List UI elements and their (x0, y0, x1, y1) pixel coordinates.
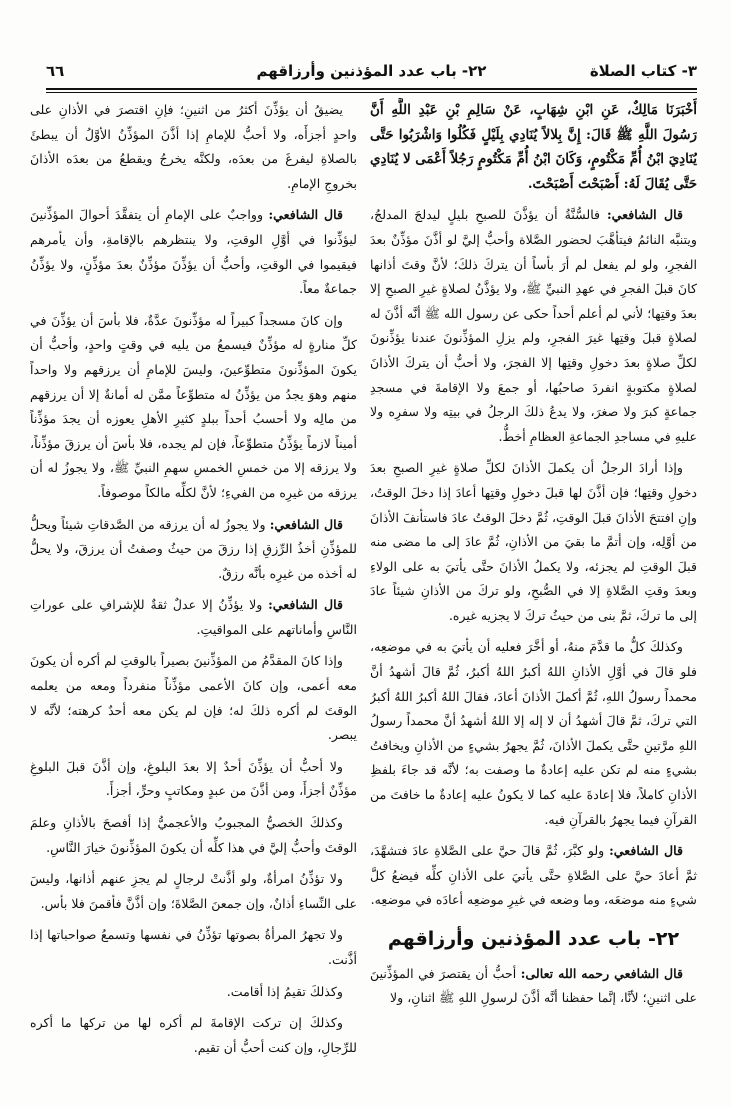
paragraph: وكذلكَ كلُّ ما قدَّمَ منهُ، أو أخَّرَ فعليه أن يأتيَ به في موضعِه، فلو قالَ في أوَّلِ الأذانِ اللهُ أكبرُ اللهُ أكبرُ، ثُمَّ قالَ أشهدُ أنَّ محمداً رسولُ اللهِ، ثُمَّ أكملَ الأذانَ أعادَ، فقالَ اللهُ أكبرُ اللهُ أكبرُ التي تركَ، ثمَّ قالَ أشهدُ أن لا إله إلا اللهُ أشهدُ أنَّ محمداً رسولُ اللهِ مرَّتينِ حتَّى يكملَ الأذانَ، ثُمَّ يجهرُ بشيءٍ من الأذانِ ويخافتُ بشيءٍ منه لم تكن عليه إعادةٌ ما وصفت به؛ لأنَّه قد جاءَ بلفظِ الأذانِ كاملاً، فلا إعادةَ عليه كما لا يكونُ عليه إعادةٌ ما خافتَ من القرآنِ فيما يجهرُ بالقرآنِ فيه. (370, 639, 697, 827)
paragraph: ولا تؤذِّنُ امرأةٌ، ولو أذَّنتْ لرجالٍ لم يجزِ عنهم أذانها، وليسَ على النِّساءِ أذانٌ، وإن جمعنَ الصَّلاةَ؛ وإن أذَّنَّ فأقمنَ فلا بأس. (30, 871, 357, 911)
running-header (46, 58, 697, 84)
speaker-label: قال الشافعي رحمه الله تعالى: (520, 965, 683, 981)
paragraph: يضيقُ أن يؤذِّنَ أكثرُ من اثنينِ؛ فإنِ اقتصرَ في الأذانِ على واحدٍ أجزأَه، ولا أحبُّ للإمامِ إذا أذَّنَ المؤذِّنُ الأوَّلُ أن يبطئَ بالصلاةِ ليفرغَ من بعدَه، ولكنَّه يخرجُ ويقطعُ من بعدَه الأذانَ بخروجِ الإمامِ. (30, 102, 357, 191)
page-number: ٦٦ (46, 62, 65, 80)
speaker-label: قال الشافعي: (268, 207, 343, 223)
paragraph: وإذا كانَ المقدَّمُ من المؤذِّنينَ بصيراً بالوقتِ لم أكره أن يكونَ معه أعمى، وإن كانَ الأعمى مؤذِّناً منفرداً ومعه من يعلمه الوقتَ لم أكره ذلكَ له؛ فإن لم يكن معه أحدٌ كرهته؛ لأنَّه لا يبصر. (30, 653, 357, 743)
header-rule-thin (46, 92, 697, 93)
header-rule (46, 88, 697, 90)
chapter-heading: ٢٢- باب عدد المؤذنين وأرزاقهم (387, 928, 680, 950)
header-chapter-title: ٢٢- باب عدد المؤذنين وأرزاقهم (256, 62, 487, 80)
paragraph-text: ولا يؤذِّنُ إلا عدلٌ ثقةٌ للإشرافِ على عوراتِ النَّاسِ وأماناتهم على المواقيتِ. (30, 597, 357, 637)
paragraph: وكذلكَ الخصيُّ المجبوبُ والأعجميُّ إذا أفصحَ بالأذانِ وعلمَ الوقتَ وأحبُّ إليَّ في هذا كلِّه أن يكونَ المؤذِّنونَ خيارَ النَّاسِ. (30, 815, 357, 855)
speaker-label: قال الشافعي: (609, 843, 683, 859)
paragraph-text: أحبُّ أن يقتصرَ في المؤذِّنينَ على اثنينِ؛ لأنَّا، إنَّما حفظنا أنَّه أذَّنَ لرسولِ اللهِ ﷺ اثنانِ، ولا (370, 965, 697, 1006)
right-column (370, 98, 697, 1098)
speaker-label: قال الشافعي: (607, 207, 683, 223)
left-column (30, 98, 357, 1098)
paragraph (30, 513, 357, 587)
paragraph: ولا أحبُّ أن يؤذِّنَ أحدٌ إلا بعدَ البلوغِ، وإن أذَّنَ قبلَ البلوغِ مؤذِّنٌ أجزأَ، ومن أذَّنَ من عبدٍ ومكاتبٍ وحرٍّ، أجزأَ. (30, 758, 357, 799)
paragraph: ولا تجهرُ المرأةُ بصوتها تؤذِّنُ في نفسها وتسمعُ صواحباتها إذا أذَّنت. (30, 927, 357, 967)
paragraph: وكذلكَ إن تركت الإقامةَ لم أكره لها من تركها ما أكره للرِّجالِ، وإن كنت أحبُّ أن تقيم. (30, 1015, 357, 1055)
paragraph-text: ولا يجوزُ له أن يرزقه من الصَّدقاتِ شيئاً ويحلُّ للمؤذِّنِ أخذُ الرِّزقِ إذا رزقَ من حيثُ وصفتُ أن يرزقَ، ولا يحلُّ له أخذه من غيرِه بأنَّه رزقٌ. (30, 516, 357, 581)
header-book-title: ٣- كتاب الصلاة (589, 62, 697, 80)
paragraph: وإن كانَ مسجداً كبيراً له مؤذِّنونَ عدَّةٌ، فلا بأسَ أن يؤذِّنَ في كلِّ منارةٍ له مؤذِّنٌ فيسمعُ من يليه في وقتٍ واحدٍ، وأحبُّ أن يكونَ المؤذِّنونَ متطوِّعينَ، وليسَ للإمامِ أن يرزقهم ولا واحداً منهم وهوَ يجدُ من يؤذِّنُ له متطوِّعاً ممَّن له أمانةٌ إلا أن يرزقهم من مالِه ولا أحسبُ أحداً ببلدٍ كثيرِ الأهلِ يعوزه أن يجدَ مؤذِّناً أميناً لازماً يؤذِّنُ متطوِّعاً، فإن لم يجده، فلا بأسَ أن يرزقَ مؤذِّناً، ولا يرزقه إلا من خمسِ الخمسِ سهمِ النبيِّ ﷺ، ولا يجوزُ له أن يرزقه من غيرِه من الفيءِ؛ لأنَّ لكلِّه مالكاً موصوفاً. (30, 312, 357, 500)
paragraph (30, 203, 357, 301)
hadith-text: أَخْبَرَنَا مَالِكٌ، عَنِ ابْنِ شِهَابٍ، عَنْ سَالِمِ بْنِ عَبْدِ اللَّهِ أَنَّ رَسُولَ اللَّهِ ﷺ قَالَ: إِنَّ بِلالاً يُنَادِي بِلَيْلٍ فَكُلُوا وَاشْرَبُوا حَتَّى يُنَادِيَ ابْنُ أُمِّ مَكْتُومٍ، وَكَانَ ابْنُ أُمِّ مَكْتُومٍ رَجُلاً أَعْمَى لا يُنَادِي حَتَّى يُقَالَ لَهُ: أَصْبَحْتَ أَصْبَحْتَ. (370, 102, 697, 192)
paragraph (370, 203, 697, 449)
speaker-label: قال الشافعي: (269, 516, 343, 532)
paragraph (30, 593, 357, 642)
paragraph (370, 962, 697, 1011)
paragraph: وإذا أرادَ الرجلُ أن يكملَ الأذانَ لكلِّ صلاةٍ غيرِ الصبحِ بعدَ دخولِ وقتِها؛ فإن أذَّنَ لها قبلَ دخولِ وقتِها أعادَ إذا دخلَ الوقتُ، وإنِ افتتحَ الأذانَ قبلَ الوقتِ، ثُمَّ دخلَ الوقتُ عادَ فاستأنفَ الأذانَ من أوَّلِه، وإن أتمَّ ما بقيَ من الأذانِ، ثُمَّ عادَ إلى ما مضى منه قبلَ الوقتِ لم يجزئه، ولا يكملُ الأذانَ حتَّى يأتيَ به على الولاءِ وبعدَ وقتِ الصَّلاةِ إلا في الصُّبحِ، ولو تركَ من الأذانِ شيئاً عادَ إلى ما تركَ، ثمَّ بنى من حيثُ تركَ لا يجزيه غيره. (370, 460, 697, 623)
paragraph-text: وواجبٌ على الإمامِ أن يتفقَّدَ أحوالَ المؤذِّنينَ ليؤذِّنوا في أوَّلِ الوقتِ، ولا ينتظرهم بالإقامةِ، وأن يأمرهم فيقيموا في الوقتِ، وأحبُّ أن يؤذِّنَ مؤذِّنٌ بعدَ مؤذِّنٍ، ولا يؤذِّنُ جماعةٌ معاً. (30, 207, 357, 297)
paragraph-text: ولو كبَّرَ، ثُمَّ قالَ حيَّ على الصَّلاةِ عادَ فتشهَّدَ، ثمَّ أعادَ حيَّ على الصَّلاةِ حتَّى يأتيَ على الأذانِ كلِّه فيضعُ كلَّ شيءٍ منه موضعَه، وما وضعه في غيرِ موضعِه أعادَه في موضعِه. (370, 843, 697, 908)
paragraph-text: فالسُّنَّةُ أن يؤذَّنَ للصبحِ بليلٍ ليدلجَ المدلجُ، ويتنبَّه النائمُ فيتأهَّبَ لحضور الصَّلاة وأحبُّ إليَّ لو أذَّنَ مؤذِّنٌ بعدَ الفجرِ، ولو لم يفعل لم أرَ بأساً أن يتركَ ذلكَ؛ لأنَّ وقتَ أذانها كانَ قبلَ الفجرِ في عهدِ النبيِّ ﷺ، ولا يؤذَّنُ لصلاةٍ غيرِ الصبحِ إلا بعدَ وقتِها؛ لأني لم أعلم أحداً حكى عن رسول الله ﷺ أنَّه أذَّنَ له لصلاةٍ قبلَ وقتِها غيرَ الفجرِ، ولم يزلِ المؤذِّنونَ عندنا يؤذِّنونَ لكلِّ صلاةٍ بعدَ دخولِ وقتِها إلا الفجرَ، ولا أحبُّ أن يتركَ الأذانَ لصلاةٍ مكتوبةٍ انفردَ صاحبُها، أو جمعَ ولا الإقامةَ في مسجدِ جماعةٍ كبرَ ولا صغرَ، ولا يدعُ ذلكَ الرجلُ في بيتِه ولا سفرِه ولا عليهِ في مساجدِ الجماعةِ العظامِ أخطُّ. (370, 207, 697, 444)
paragraph (370, 839, 697, 913)
paragraph: وكذلكَ تقيمُ إذا أقامت. (226, 983, 343, 999)
speaker-label: قال الشافعي: (268, 597, 343, 613)
